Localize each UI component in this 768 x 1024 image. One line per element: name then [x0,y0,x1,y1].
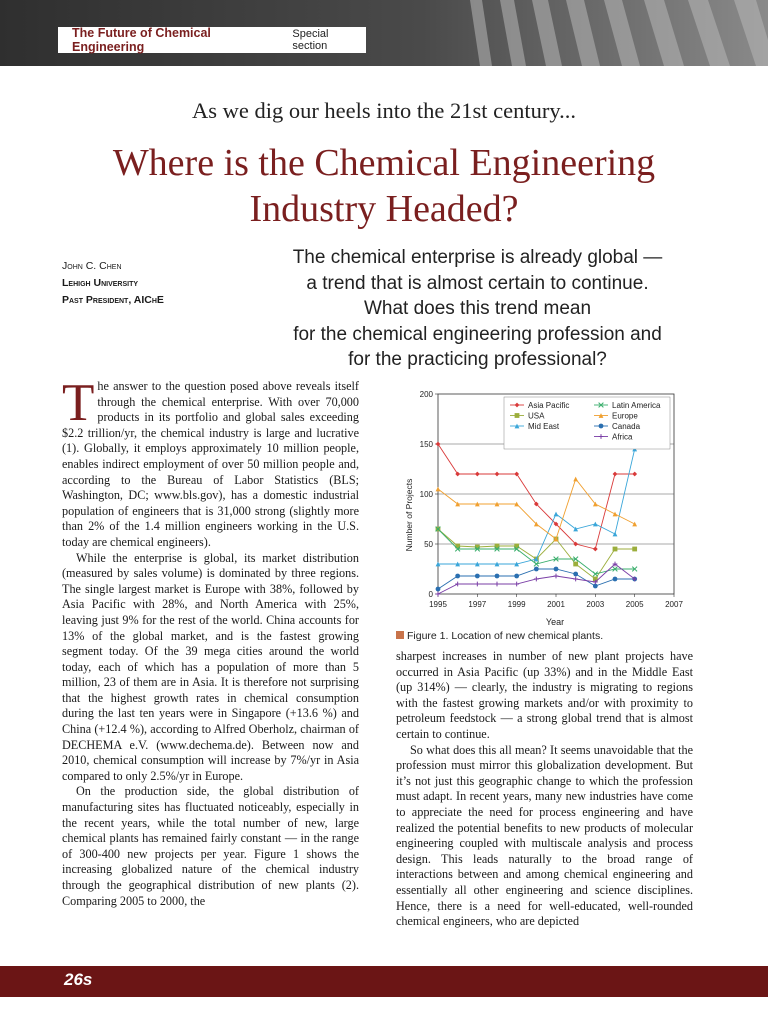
body-column-left [62,374,359,909]
data-point [573,572,578,577]
chart-line [396,381,693,629]
paragraph-2: While the enterprise is global, its market distribution (measured by sales volume) is dominated by three regions. The single largest market is Europe with 38%, followed by Asia Pacific with 28%, and North America with 25%, leaving just 9% for the rest of the world. China accounts for 13% of the global market, and is the fastest growing segment today. Of the 39 mega cities around the world today, each of which has a population of more than 5 million, 23 of them are in Asia. It is therefore not surprising that the highest growth rates in chemical consumption during the last ten years were in Singapore (+13.6 %) and China (+12.4 %), according to Alfred Oberholz, chairman of DECHEMA e.V. (www.dechema.de). Between now and 2010, chemical consumption will increase by 7%/yr in Asia compared to only 2.5%/yr in Europe. [62,550,359,783]
x-tick-label: 1995 [429,600,447,609]
figure-1 [396,381,693,629]
figure-caption-text: Figure 1. Location of new chemical plants. [407,630,604,642]
data-point [613,547,618,552]
x-tick-label: 2005 [625,600,644,609]
body-column-right [396,649,693,930]
x-tick-label: 2007 [665,600,683,609]
paragraph-5: So what does this all mean? It seems unavoidable that the profession must mirror this globalization development. But it’s not just this geographic change to which the profession must adapt. In recent years, many new industries have come to appreciate the need for process engineering and have realized the potential benefits to new products of molecular engineering coupled with multiscale analysis and process design. This leads naturally to the broad range of interactions between and among chemical engineering and essentially all other engineering and science disciplines. Hence, there is a need for well-educated, well-rounded chemical engineers, who are depicted [396,742,693,929]
deck-line-5: for the practicing professional? [348,349,607,370]
author-name: John C. Chen [62,260,122,272]
data-point [495,574,500,579]
figure-caption [396,630,603,642]
data-point [455,574,460,579]
x-tick-label: 1997 [468,600,487,609]
section-tag [58,27,366,53]
deck-line-2: a trend that is almost certain to continue. [306,272,649,294]
paragraph-3: On the production side, the global distribution of manufacturing sites has fluctuated noticeably, especially in the recent years, while the total number of new, large chemical plants has remained fairly constant — in the range of 300-400 new projects per year. Figure 1 shows the increasing globalized nature of the chemical industry through the geographical distribution of new plants (2). Comparing 2005 to 2000, the [62,784,359,908]
data-point [514,574,519,579]
headline [0,140,768,232]
data-point [632,547,637,552]
drop-cap: T [62,374,95,432]
caption-marker-icon [396,631,404,639]
author-affiliation: Lehigh University [62,277,139,289]
author-title: Past President, AIChE [62,294,164,306]
y-tick-label: 150 [419,440,433,449]
y-axis-label: Number of Projects [404,478,414,552]
legend-label: Canada [612,422,641,431]
y-tick-label: 0 [428,590,433,599]
author-block [62,258,164,309]
deck [265,245,690,373]
deck-line-1: The chemical enterprise is already global — [292,247,663,268]
data-point [599,424,604,429]
deck-line-3: What does this trend mean [363,298,592,319]
y-tick-label: 200 [419,390,433,399]
legend-label: Asia Pacific [528,401,570,410]
x-tick-label: 1999 [507,600,526,609]
paragraph-1 [62,374,359,551]
kicker: As we dig our heels into the 21st century... [191,98,577,123]
headline-line-2: Industry Headed? [249,188,519,230]
x-tick-label: 2003 [586,600,605,609]
deck-line-4: for the chemical engineering profession and [293,323,662,345]
data-point [534,567,539,572]
section-title: The Future of Chemical Engineering [72,26,211,54]
x-tick-label: 2001 [547,600,565,609]
legend-label: Europe [612,411,638,421]
data-point [436,587,441,592]
legend-label: USA [528,411,545,421]
x-axis-label: Year [545,617,565,627]
legend-label: Latin America [612,401,661,410]
y-tick-label: 100 [419,490,433,499]
paragraph-4: sharpest increases in number of new plant projects have occurred in Asia Pacific (up 33%) and in the Middle East (up 314%) — clearly, the industry is migrating to regions with the fastest growing markets and/or with proximity to petroleum feedstock — a strong global trend that is almost certain to continue. [396,649,693,741]
legend-label: Africa [612,432,633,442]
data-point [554,567,559,572]
data-point [573,562,578,567]
data-point [613,577,618,582]
paragraph-1-text: he answer to the question posed above reveals itself through the chemical enterprise. With over 70,000 products in its portfolio and global sales exceeding $2.2 trillion/yr, the chemical industry is large and lucrative (1). Globally, it employs approximately 10 million people, enables indirect employment of over 50 million people and, according to the Bureau of Labor Statistics (BLS; Washington, DC; www.bls.gov), has a domestic industrial population of engineers that is 31,000 strong (slightly more than 2% of the 1.4 million engineers working in the U.S. today are chemical engineers). [62,379,359,549]
section-subtitle: Special section [292,28,329,52]
data-point [475,574,480,579]
headline-line-1: Where is the Chemical Engineering [112,142,656,184]
page-number: 26s [64,970,93,989]
header-band [0,0,768,66]
data-point [515,413,520,418]
legend-label: Mid East [528,422,560,431]
footer-band [0,966,768,997]
y-tick-label: 50 [424,540,433,549]
